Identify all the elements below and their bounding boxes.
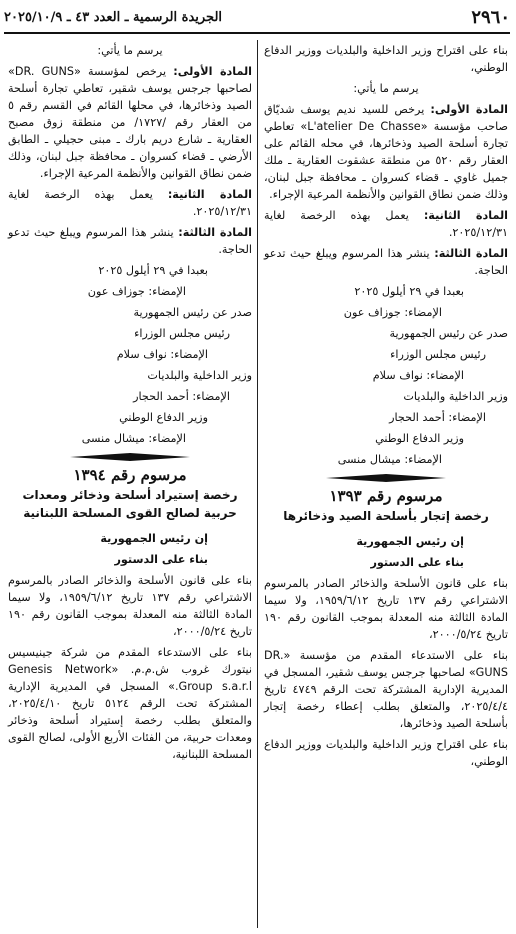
- article-2-text: يعمل بهذه الرخصة لغاية ٢٠٢٥/١٢/٣١.: [264, 209, 508, 239]
- article-3-text: ينشر هذا المرسوم ويبلغ حيث تدعو الحاجة.: [264, 247, 508, 277]
- article-1-text: يرخص للسيد نديم يوسف شديّاق صاحب مؤسسة «L'atelier De Chasse» تعاطي تجارة أسلحة الصيد وذخائرها، في محله القائم على العقار رقم ٥٢٠ من منطقة عشقوت العقارية ـ ملك جميل غاوي ـ قضاء كسروان ـ محافظة جبل لبنان، وذلك ضمن نطاق القوانين والأنظمة المرعية الإجراء.: [264, 103, 508, 201]
- interior-minister-title: وزير الداخلية والبلديات: [147, 369, 252, 382]
- preamble-2: بناء على الاستدعاء المقدم من مؤسسة «DR. GUNS» لصاحبها جرجس يوسف شقير، المسجل في المديرية الإدارية المشتركة تحت الرقم ٤٧٤٩ تاريخ ٢٠٢٥/٤/٤، والمتعلق بطلب إعطاء رخصة إتجار بأسلحة الصيد وذخائرها،: [264, 649, 508, 730]
- article-1-text: يرخص لمؤسسة «DR. GUNS» لصاحبها جرجس يوسف شقير، تعاطي تجارة أسلحة الصيد وذخائرها، في محلها القائم في القسم رقم ٥ من العقار رقم /١٧٢٧/ من منطقة زوق مصبح العقارية ـ شارع دريم بارك ـ مبنى حجيلي ـ الطابق الأرضي ـ قضاء كسروان ـ محافظة جبل لبنان، وذلك ضمن نطاق القوانين والأنظمة المرعية الإجراء.: [8, 65, 253, 180]
- section-separator: [326, 474, 446, 482]
- defense-minister-title: وزير الدفاع الوطني: [375, 432, 464, 445]
- article-3: [8, 224, 252, 258]
- preamble-1: بناء على قانون الأسلحة والذخائر الصادر بالمرسوم الاشتراعي رقم ١٣٧ تاريخ ١٩٥٩/٦/١٢، ولا سيما المادة الثالثة منه المعدلة بموجب القانون رقم ١٩٠ تاريخ ٢٠٠٠/٥/٢٤،: [8, 574, 252, 638]
- pm-signature: الإمضاء: نواف سلام: [116, 348, 208, 361]
- defense-minister-signature: الإمضاء: ميشال منسى: [81, 432, 186, 445]
- column-divider: [257, 40, 258, 928]
- article-1-label: المادة الأولى:: [173, 65, 253, 78]
- page-header: [4, 4, 510, 30]
- article-3: [264, 245, 508, 279]
- issued-from: صدر عن رئيس الجمهورية: [133, 306, 252, 319]
- preamble-2: بناء على الاستدعاء المقدم من شركة جينيسيس نيتورك غروب ش.م.م. «Genesis Network Group s.a.r.l.» المسجل في المديرية الإدارية المشتركة تحت الرقم ٥١٢٤ تاريخ ٢٠٢٥/٤/١٠، والمتعلق بطلب رخصة إستيراد أسلحة وذخائر ومعدات حربية، من الفئات الأربع الأولى، لصالح القوى المسلحة اللبنانية،: [8, 646, 253, 761]
- header-rule: [4, 32, 510, 34]
- issued-from: صدر عن رئيس الجمهورية: [389, 327, 508, 340]
- page-number: ٢٩٦٠: [471, 6, 510, 28]
- article-1-label: المادة الأولى:: [430, 103, 508, 116]
- preamble-1: بناء على قانون الأسلحة والذخائر الصادر بالمرسوم الاشتراعي رقم ١٣٧ تاريخ ١٩٥٩/٦/١٢، ولا سيما المادة الثالثة منه المعدلة بموجب القانون رقم ١٩٠ تاريخ ٢٠٠٠/٥/٢٤،: [264, 577, 508, 641]
- article-2: [264, 207, 508, 241]
- article-3-label: المادة الثالثة:: [434, 247, 508, 260]
- intro-proposal: بناء على اقتراح وزير الداخلية والبلديات ووزير الدفاع الوطني،: [264, 44, 508, 74]
- decree-subject: رخصة إستيراد أسلحة وذخائر ومعدات حربية لصالح القوى المسلحة اللبنانية: [22, 488, 238, 520]
- decree-date: بعبدا في ٢٩ أيلول ٢٠٢٥: [354, 285, 464, 298]
- defense-minister-title: وزير الدفاع الوطني: [119, 411, 208, 424]
- article-2: [8, 186, 252, 220]
- pm-title: رئيس مجلس الوزراء: [134, 327, 230, 340]
- section-separator: [70, 453, 190, 461]
- president-line: إن رئيس الجمهورية: [100, 532, 208, 545]
- interior-minister-signature: الإمضاء: أحمد الحجار: [133, 390, 230, 403]
- president-signature: الإمضاء: جوزاف عون: [87, 285, 186, 298]
- article-3-label: المادة الثالثة:: [178, 226, 252, 239]
- gazette-issue-title: الجريدة الرسمية ـ العدد ٤٣ ـ ٢٠٢٥/١٠/٩: [4, 9, 223, 25]
- article-2-text: يعمل بهذه الرخصة لغاية ٢٠٢٥/١٢/٣١.: [8, 188, 252, 218]
- left-column: [8, 42, 252, 767]
- article-2-label: المادة الثانية:: [423, 209, 508, 222]
- decrees-heading: يرسم ما يأتي:: [97, 44, 163, 57]
- president-line: إن رئيس الجمهورية: [356, 535, 464, 548]
- article-1: [264, 101, 508, 203]
- decree-number: مرسوم رقم ١٣٩٣: [329, 487, 443, 505]
- right-column: [264, 42, 508, 774]
- pm-title: رئيس مجلس الوزراء: [390, 348, 486, 361]
- decree-number: مرسوم رقم ١٣٩٤: [73, 466, 187, 484]
- defense-minister-signature: الإمضاء: ميشال منسى: [337, 453, 442, 466]
- decree-date: بعبدا في ٢٩ أيلول ٢٠٢٥: [98, 264, 208, 277]
- constitution-line: بناء على الدستور: [114, 553, 208, 566]
- preamble-3: بناء على اقتراح وزير الداخلية والبلديات ووزير الدفاع الوطني،: [264, 738, 508, 768]
- pm-signature: الإمضاء: نواف سلام: [372, 369, 464, 382]
- interior-minister-signature: الإمضاء: أحمد الحجار: [389, 411, 486, 424]
- article-3-text: ينشر هذا المرسوم ويبلغ حيث تدعو الحاجة.: [8, 226, 252, 256]
- decrees-heading: يرسم ما يأتي:: [353, 82, 419, 95]
- interior-minister-title: وزير الداخلية والبلديات: [403, 390, 508, 403]
- article-2-label: المادة الثانية:: [167, 188, 252, 201]
- decree-subject: رخصة إتجار بأسلحة الصيد وذخائرها: [283, 509, 489, 523]
- article-1: [8, 63, 252, 182]
- constitution-line: بناء على الدستور: [370, 556, 464, 569]
- president-signature: الإمضاء: جوزاف عون: [343, 306, 442, 319]
